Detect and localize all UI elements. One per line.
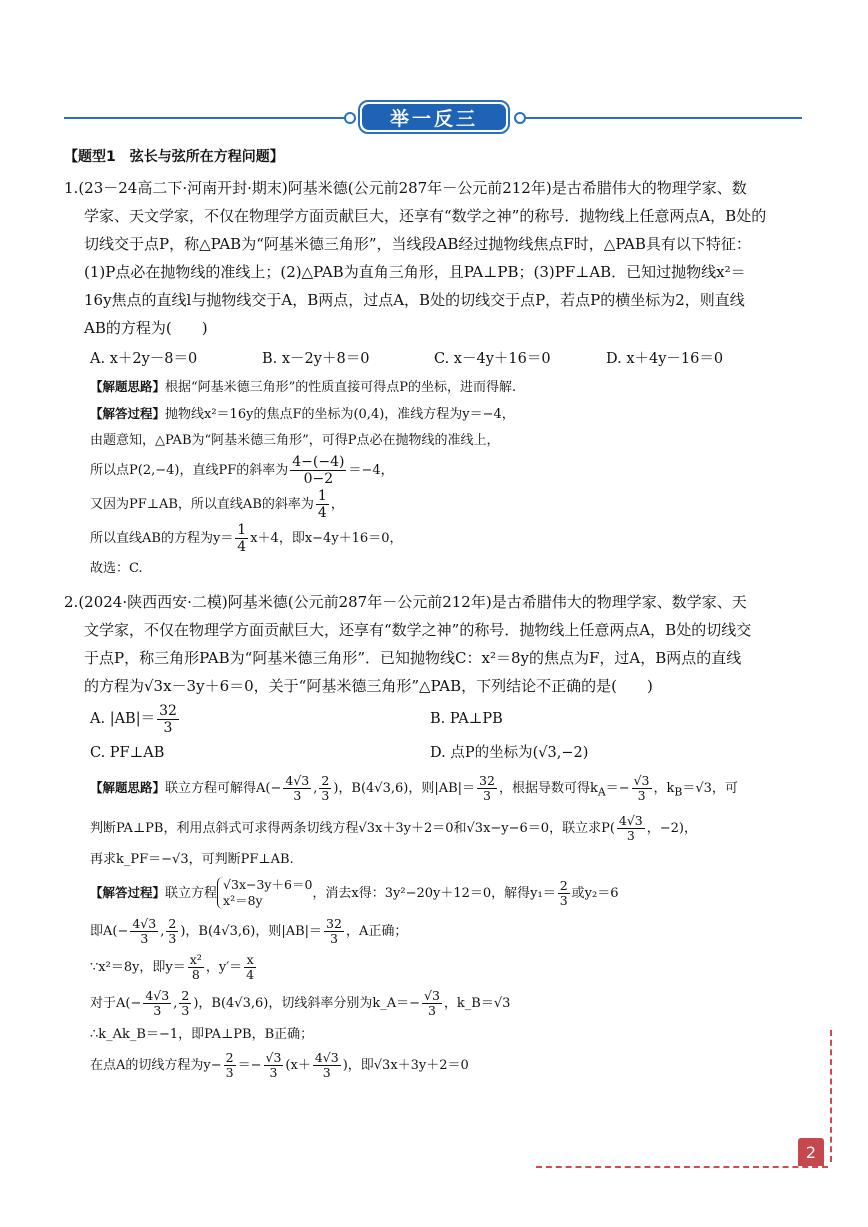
- banner-dot-left: [344, 112, 356, 124]
- math-text: 或y₂＝6: [571, 885, 619, 901]
- math-text: 在点A的切线方程为y−: [90, 1057, 222, 1073]
- math-frac: [188, 953, 204, 982]
- page-corner-dashed-vertical: [830, 1030, 832, 1162]
- frac-numerator: 32: [326, 915, 342, 931]
- q1-proc-line4: [90, 488, 804, 522]
- frac-denominator: 3: [483, 788, 491, 803]
- page-number: 2: [798, 1138, 824, 1166]
- frac-denominator: 3: [330, 930, 338, 946]
- math-text: ，−2)，: [646, 820, 698, 836]
- math-text: )，B(4√3,6)，则|AB|＝: [180, 923, 323, 939]
- q1-solution: [64, 401, 804, 582]
- frac-numerator: 2: [321, 773, 330, 788]
- math-frac: [143, 989, 171, 1018]
- q2-option-a-text: A. |AB|＝: [90, 711, 156, 727]
- math-text: ，A正确；: [345, 923, 408, 939]
- math-text: ，k_B＝√3: [443, 995, 511, 1011]
- q2-option-d[interactable]: D. 点P的坐标为(√3,−2): [430, 745, 589, 761]
- q1-proc3-tail: ＝−4，: [348, 463, 394, 478]
- frac-numerator: √3: [423, 987, 440, 1003]
- q2-proc-line2: [90, 914, 804, 950]
- banner-dot-right: [514, 112, 526, 124]
- q2-option-c[interactable]: C. PF⊥AB: [90, 745, 165, 761]
- q2-number: 2.: [64, 593, 79, 611]
- q1-line1: (23－24高二下·河南开封·期末)阿基米德(公元前287年－公元前212年)是古希腊伟大的物理学家、数: [78, 179, 747, 197]
- q1-option-d[interactable]: D. x＋4y－16＝0: [606, 351, 724, 367]
- banner-line-left: [64, 117, 350, 119]
- frac-numerator: 4√3: [145, 987, 170, 1003]
- q1-proc3-frac: [290, 454, 346, 487]
- frac-denominator: 8: [191, 966, 200, 982]
- math-text: )，即√3x＋3y＋2＝0: [342, 1057, 469, 1073]
- frac-denominator: 3: [427, 1002, 436, 1018]
- q2-hint: [64, 770, 804, 873]
- math-frac: [422, 989, 442, 1018]
- math-frac: [130, 917, 158, 946]
- math-subscript: A: [597, 785, 606, 799]
- q1-proc4-text: 又因为PF⊥AB，所以直线AB的斜率为: [90, 497, 314, 512]
- q1-line4: (1)P点必在抛物线的准线上；(2)△PAB为直角三角形，且PA⊥PB；(3)PF⊥AB．已知过抛物线x²＝: [84, 263, 746, 281]
- frac-numerator: 32: [479, 773, 495, 788]
- q1-proc5-frac: [235, 522, 248, 555]
- q2-option-b[interactable]: B. PA⊥PB: [430, 711, 503, 727]
- q2-proc-line4: [90, 986, 804, 1022]
- math-text: ,: [160, 923, 165, 939]
- frac-numerator: 32: [159, 702, 177, 719]
- q1-option-a[interactable]: A. x＋2y－8＝0: [90, 351, 198, 367]
- math-text: )，B(4√3,6)，则|AB|＝: [333, 781, 476, 796]
- math-text: ∵x²＝8y，即y＝: [90, 959, 186, 975]
- equation-1: √3x−3y＋6＝0: [223, 877, 313, 893]
- math-frac: [244, 953, 256, 982]
- q2-option-a[interactable]: [90, 702, 430, 736]
- banner-title: 举一反三: [362, 104, 506, 130]
- q1-hint: [64, 374, 804, 401]
- q1-proc-line3: [90, 454, 804, 488]
- math-text: ＝√3，可: [682, 781, 738, 796]
- frac-numerator: 1: [317, 488, 327, 504]
- q1-proc5-tail: x＋4，即x−4y＋16＝0，: [250, 531, 403, 546]
- frac-numerator: 4√3: [132, 915, 157, 931]
- frac-numerator: 1: [237, 522, 247, 538]
- frac-numerator: 4√3: [314, 1049, 339, 1065]
- q1-line6: AB的方程为( ): [84, 319, 208, 337]
- q1-hint-text: 根据“阿基米德三角形”的性质直接可得点P的坐标，进而得解.: [165, 380, 517, 395]
- frac-numerator: √3: [265, 1049, 282, 1065]
- math-text: (x＋: [285, 1057, 311, 1073]
- math-text: )，B(4√3,6)，切线斜率分别为k_A＝−: [193, 995, 420, 1011]
- q1-proc-line6: 故选：C.: [90, 561, 143, 576]
- frac-numerator: 4√3: [618, 812, 643, 828]
- q1-number: 1.: [64, 179, 79, 197]
- frac-numerator: 2: [181, 987, 190, 1003]
- frac-denominator: 3: [225, 1064, 234, 1080]
- q2-line4: 的方程为√3x－3y＋6＝0，关于“阿基米德三角形”△PAB，下列结论不正确的是( ): [84, 677, 653, 695]
- frac-denominator: 4: [246, 966, 255, 982]
- q1-line5: 16y焦点的直线l与抛物线交于A，B两点，过点A，B处的切线交于点P，若点P的横坐标为2，则直线: [84, 291, 745, 309]
- banner-line-right: [526, 117, 802, 119]
- frac-denominator: 0−2: [303, 471, 334, 487]
- q1-proc4-frac: [316, 488, 329, 521]
- q1-proc5-text: 所以直线AB的方程为y＝: [90, 531, 234, 546]
- frac-denominator: 3: [163, 719, 173, 736]
- frac-denominator: 3: [153, 1002, 162, 1018]
- math-text: 对于A(−: [90, 995, 142, 1011]
- q1-proc-line5: [90, 522, 804, 556]
- q2-option-a-frac: [157, 703, 179, 736]
- q2-options-row2: [64, 736, 804, 770]
- math-text: ，y′＝: [205, 959, 243, 975]
- frac-denominator: 3: [181, 1002, 190, 1018]
- math-frac: [179, 989, 191, 1018]
- question-1: [64, 174, 804, 582]
- math-frac: [617, 814, 645, 843]
- q1-proc-line2: 由题意知，△PAB为“阿基米德三角形”，可得P点必在抛物线的准线上，: [90, 433, 500, 448]
- q2-hint-label: 【解题思路】: [90, 780, 166, 795]
- frac-denominator: 4: [237, 539, 247, 555]
- q2-hint-line3: 再求k_PF＝−√3，可判断PF⊥AB.: [90, 851, 294, 867]
- math-text: ＝−: [605, 781, 630, 796]
- equation-2: x²＝8y: [223, 893, 263, 909]
- math-frac: [224, 1051, 236, 1080]
- math-frac: [477, 774, 497, 803]
- q1-proc4-tail: ，: [330, 497, 344, 512]
- q1-option-b[interactable]: B. x－2y＋8＝0: [262, 351, 370, 367]
- q1-proc3-text: 所以点P(2,−4)，直线PF的斜率为: [90, 463, 289, 478]
- frac-numerator: 2: [225, 1049, 234, 1065]
- q2-line1: (2024·陕西西安·二模)阿基米德(公元前287年－公元前212年)是古希腊伟大的物理学家、数学家、天: [78, 593, 747, 611]
- banner-pill: [358, 100, 510, 134]
- q1-stem: [64, 174, 804, 342]
- q2-stem: [64, 588, 804, 700]
- q2-line3: 于点P，称三角形PAB为“阿基米德三角形”．已知抛物线C：x²＝8y的焦点为F，过A，B两点的直线: [84, 649, 742, 667]
- q1-options: [64, 344, 804, 374]
- math-frac: [313, 1051, 341, 1080]
- page-content: [64, 146, 804, 1084]
- frac-numerator: 2: [168, 915, 177, 931]
- frac-denominator: 3: [321, 788, 330, 803]
- equation-system: [217, 877, 312, 909]
- q2-hint-line2: [90, 811, 804, 847]
- math-text: ＝−: [237, 1057, 262, 1073]
- page-corner-dashed-horizontal: [536, 1166, 828, 1168]
- math-text: ，消去x得：3y²−20y＋12＝0，解得y₁＝: [312, 885, 556, 901]
- q1-proc-label: 【解答过程】: [90, 406, 166, 421]
- frac-denominator: 3: [293, 788, 302, 803]
- frac-denominator: 3: [140, 930, 149, 946]
- frac-denominator: 3: [322, 1064, 331, 1080]
- math-frac: [264, 1051, 284, 1080]
- frac-denominator: 3: [269, 1064, 278, 1080]
- section-title: 【题型1 弦长与弦所在方程问题】: [64, 149, 284, 165]
- frac-numerator: 2: [559, 877, 568, 893]
- math-frac: [319, 774, 331, 803]
- q2-proc-line6: [90, 1048, 804, 1084]
- frac-denominator: 4: [317, 505, 327, 521]
- q2-options-row1: [64, 702, 804, 736]
- frac-numerator: x²: [189, 951, 202, 967]
- question-2: [64, 588, 804, 1084]
- q2-line2: 文学家，不仅在物理学方面贡献巨大，还享有“数学之神”的称号．抛物线上任意两点A，B处的切线交: [84, 621, 752, 639]
- q2-proc-label: 【解答过程】: [90, 884, 166, 900]
- math-text: 联立方程可解得A(−: [165, 781, 282, 796]
- math-text: ，k: [653, 781, 675, 796]
- q2-proc-line1: [90, 873, 804, 914]
- q2-proc-line5: ∴k_Ak_B＝−1，即PA⊥PB，B正确；: [90, 1026, 314, 1042]
- q1-line3: 切线交于点P，称△PAB为“阿基米德三角形”，当线段AB经过抛物线焦点F时，△PAB具有以下特征：: [84, 235, 751, 253]
- math-frac: [324, 917, 344, 946]
- frac-denominator: 3: [168, 930, 177, 946]
- frac-numerator: x: [244, 953, 256, 968]
- frac-numerator: 4−(−4): [292, 454, 345, 470]
- q1-hint-label: 【解题思路】: [90, 379, 166, 394]
- q2-proc-line3: [90, 950, 804, 986]
- frac-numerator: 4√3: [285, 773, 310, 788]
- math-text: 判断PA⊥PB，利用点斜式可求得两条切线方程√3x＋3y＋2＝0和√3x−y−6＝0，联立求P(: [90, 820, 615, 836]
- math-text: 即A(−: [90, 923, 129, 939]
- math-frac: [166, 917, 178, 946]
- math-subscript: B: [674, 785, 683, 799]
- math-text: ,: [313, 781, 318, 796]
- math-frac: [558, 879, 570, 908]
- math-text: 联立方程: [165, 885, 218, 901]
- q1-option-c[interactable]: C. x－4y＋16＝0: [434, 351, 551, 367]
- frac-denominator: 3: [626, 827, 635, 843]
- q1-proc-line1: 抛物线x²＝16y的焦点F的坐标为(0,4)，准线方程为y＝−4，: [165, 407, 515, 422]
- section-banner: [0, 98, 868, 138]
- frac-numerator: √3: [633, 773, 650, 788]
- frac-denominator: 3: [559, 892, 568, 908]
- math-text: ，根据导数可得k: [498, 781, 598, 796]
- math-frac: [283, 774, 311, 803]
- math-text: ,: [173, 995, 178, 1011]
- q1-line2: 学家、天文学家，不仅在物理学方面贡献巨大，还享有“数学之神”的称号．抛物线上任意两点A，B处的: [84, 207, 767, 225]
- math-frac: [632, 774, 652, 803]
- frac-denominator: 3: [637, 788, 646, 803]
- q2-solution: [64, 873, 804, 1084]
- q2-hint-line1: [90, 770, 804, 811]
